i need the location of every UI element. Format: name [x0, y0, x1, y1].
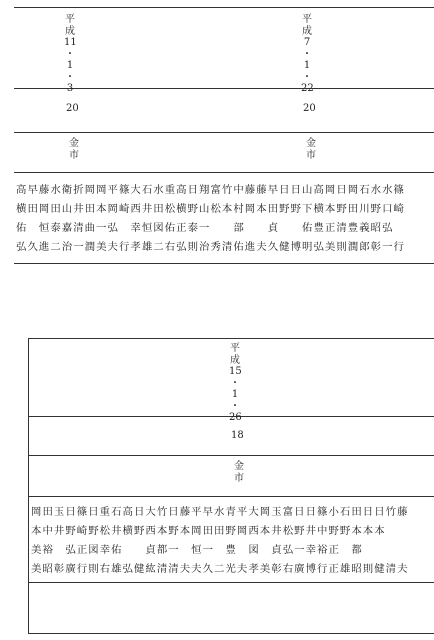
table-rule [28, 582, 434, 583]
table-rule [14, 88, 434, 89]
table-rule [14, 132, 434, 133]
name-row: 佑 恒泰嘉清曲一弘 幸恒図佑正泰一 部 貞 佑豊正清豊義昭弘 [16, 222, 394, 234]
name-row: 美昭彰廣行則右雄弘健紘清清夫夫久二光夫孝美彰右廣博行正雄昭則健清夫 [31, 563, 409, 575]
count-cell: 18 [231, 430, 244, 441]
table-rule [28, 496, 434, 497]
table-rule [14, 172, 434, 173]
amount-cell: 金 市 [69, 138, 79, 161]
table-rule [28, 338, 434, 339]
table-rule [28, 338, 29, 634]
name-row: 弘久進二治一潤美夫行孝雄二右弘則治秀清佑進夫久健博明弘美則潤郎彰一行 [16, 241, 405, 253]
date-cell: 平 成 7 ・ 1 ・ 22 [301, 14, 314, 94]
table-rule [28, 633, 434, 634]
name-row: 岡田玉日篠日重石高日大竹日藤平早水青平大岡玉富日日篠小石田日日竹藤 [31, 506, 409, 518]
amount-cell: 金 市 [306, 138, 316, 161]
table-rule [14, 7, 434, 8]
amount-cell: 金 市 [234, 461, 244, 484]
name-row: 横田岡田山井田本岡崎西井田松横野山松本村岡本田野野下横本野田川野口崎 [16, 203, 405, 215]
table-rule [14, 263, 434, 264]
name-row: 美裕 弘正図幸佑 貞都一 恒一 豊 図 貞弘一幸裕正 都 [31, 544, 363, 556]
name-row: 高早藤水衛折岡岡平篠大石水重高日翔富竹中藤藤早日日山高岡日岡石水水篠 [16, 184, 405, 196]
table-rule [28, 455, 434, 456]
count-cell: 20 [303, 103, 316, 114]
date-cell: 平 成 11 ・ 1 ・ 3 [64, 14, 77, 94]
name-row: 本中井野崎野松井横野西本野本岡田田野岡西本井松野井中野野本本本 [31, 525, 386, 537]
count-cell: 20 [66, 103, 79, 114]
date-cell: 平 成 15 ・ 1 ・ 26 [229, 343, 242, 423]
